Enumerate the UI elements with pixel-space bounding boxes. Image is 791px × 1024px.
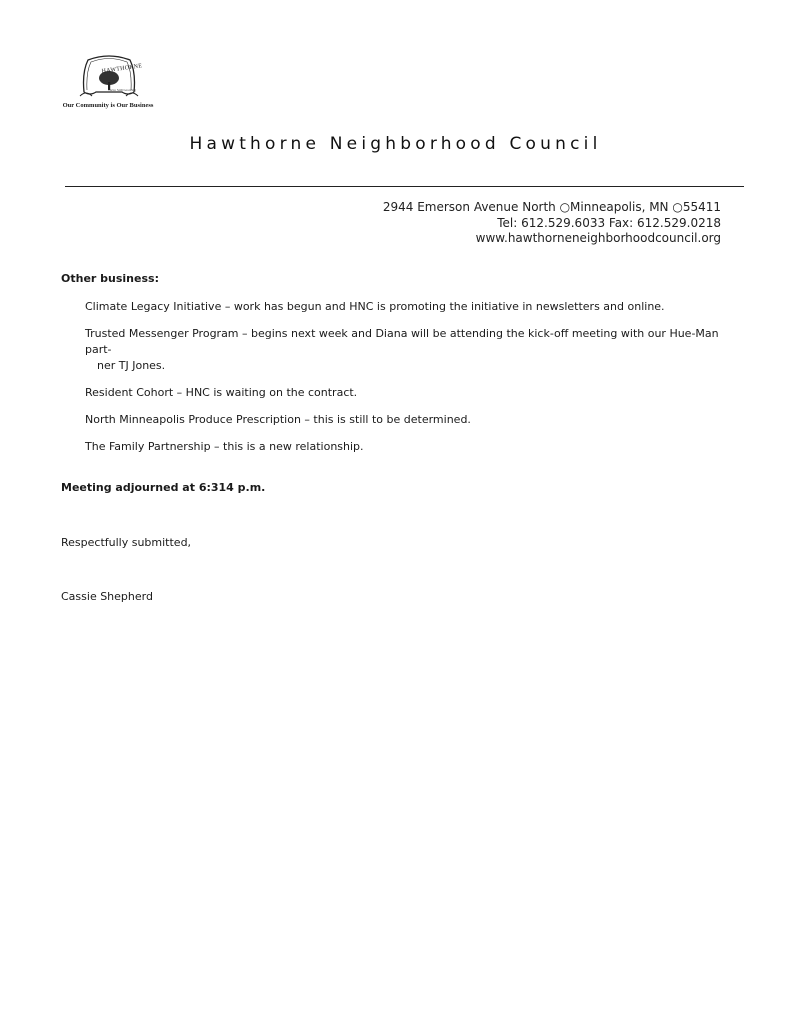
section-heading: Other business: (61, 272, 159, 285)
list-item (85, 439, 731, 455)
item-text: The Family Partnership – this is a new relationship. (85, 440, 364, 453)
organization-logo (58, 52, 158, 114)
other-business-section (61, 272, 731, 466)
logo-motto: We're Still Growing (108, 88, 136, 92)
item-text: Trusted Messenger Program – begins next week and Diana will be attending the kick-off meeting with our Hue-Man part- (85, 327, 719, 356)
item-text: Resident Cohort – HNC is waiting on the contract. (85, 386, 358, 399)
item-text-continuation: ner TJ Jones. (97, 359, 166, 372)
list-item (85, 385, 731, 401)
website-line: www.hawthorneneighborhoodcouncil.org (475, 231, 721, 245)
list-item (85, 412, 731, 428)
tree-emblem-icon (78, 52, 140, 100)
contact-block (383, 200, 721, 247)
signer-name: Cassie Shepherd (61, 590, 153, 603)
list-item (85, 326, 731, 374)
phone-fax-line: Tel: 612.529.6033 Fax: 612.529.0218 (497, 215, 721, 230)
adjournment-note: Meeting adjourned at 6:314 p.m. (61, 481, 266, 494)
page-title: Hawthorne Neighborhood Council (189, 134, 602, 154)
header-divider (65, 186, 744, 187)
address-line: 2944 Emerson Avenue North ○Minneapolis, MN ○55411 (382, 200, 721, 214)
item-text: North Minneapolis Produce Prescription – this is still to be determined. (85, 413, 471, 426)
list-item (85, 299, 731, 315)
closing-line: Respectfully submitted, (61, 536, 192, 549)
item-text: Climate Legacy Initiative – work has begun and HNC is promoting the initiative in newsletters and online. (85, 300, 665, 313)
logo-name: HAWTHORNE (101, 63, 143, 75)
logo-tagline: Our Community is Our Business (62, 102, 154, 109)
